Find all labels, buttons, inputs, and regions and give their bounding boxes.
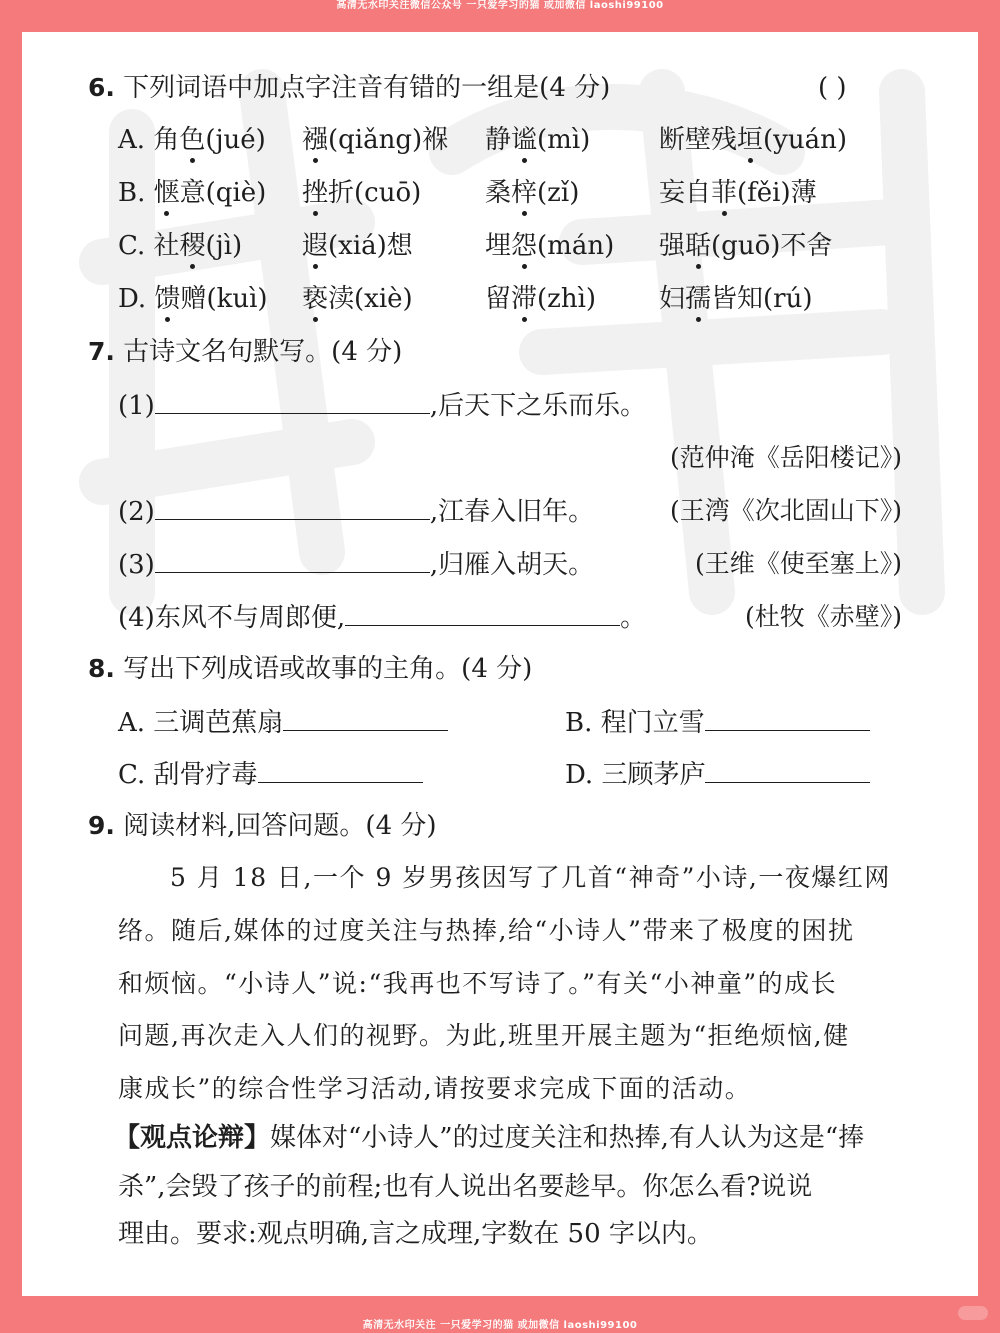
q6-c-word3: 埋怨(mán) [485,228,614,264]
q6-a-word1: 角色(jué) [153,125,266,155]
q7-number: 7. [88,337,115,366]
q6-a-word2: 襁(qiǎng)褓 [302,122,448,158]
q7-item-2: (2) ,江春入旧年。 [118,493,594,530]
q9-task-line-3: 理由。要求:观点明确,言之成理,字数在 50 字以内。 [118,1219,713,1249]
q8-blank-a[interactable] [283,704,448,731]
q9-material-line-3: 和烦恼。“小诗人”说:“我再也不写诗了。”有关“小神童”的成长 [118,969,838,998]
q8-blank-d[interactable] [705,756,870,783]
q6-b-word3: 桑梓(zǐ) [485,175,579,211]
q6-option-d[interactable]: D. 馈赠(kuì) [118,281,268,317]
q6-c-word4: 强聒(guō)不舍 [659,228,832,264]
bottom-watermark-banner: 高清无水印关注 一只爱学习的猫 或加微信 laoshi99100 [362,1320,638,1331]
q6-option-b[interactable]: B. 惬意(qiè) [118,175,266,211]
q9-task-line-2: 杀”,会毁了孩子的前程;也有人说出名要趁早。你怎么看?说说 [118,1172,813,1202]
q8-item-a: A. 三调芭蕉扇 [118,704,448,741]
q7-title: 古诗文名句默写。(4 分) [123,337,403,367]
worksheet-page [22,32,978,1296]
q7-source-1: (范仲淹《岳阳楼记》) [669,443,902,472]
q6-b-word4: 妄自菲(fěi)薄 [659,175,817,211]
q6-d-word2: 亵渎(xiè) [302,281,413,317]
q9-heading [88,808,437,844]
q6-c-word2: 遐(xiá)想 [302,228,413,264]
q8-item-c: C. 刮骨疗毒 [118,756,423,793]
q6-option-a[interactable]: A. 角色(jué) [118,122,266,158]
q8-blank-c[interactable] [258,756,423,783]
q6-answer-parentheses[interactable]: ( ) [818,73,847,103]
corner-badge-icon [958,1306,988,1320]
q6-a-word3: 静谧(mì) [485,122,590,158]
q6-heading [88,70,610,106]
q7-item-1: (1) ,后天下之乐而乐。 [118,387,646,424]
q9-material-line-2: 络。随后,媒体的过度关注与热捧,给“小诗人”带来了极度的困扰 [118,916,855,945]
q6-c-word1: 社稷(jì) [154,231,243,261]
q6-d-word4: 妇孺皆知(rú) [659,281,813,317]
q9-title: 阅读材料,回答问题。(4 分) [123,811,437,841]
q7-source-3: (王维《使至塞上》) [694,549,902,578]
q8-heading [88,651,532,687]
q7-item-3: (3) ,归雁入胡天。 [118,546,594,583]
q9-material-line-5: 康成长”的综合性学习活动,请按要求完成下面的活动。 [118,1074,752,1103]
q8-item-d: D. 三顾茅庐 [565,756,870,793]
q8-blank-b[interactable] [705,704,870,731]
q7-blank-4[interactable] [345,599,620,626]
q8-number: 8. [88,654,115,683]
q6-b-word1: 惬意(qiè) [154,178,267,208]
q7-item-4: (4)东风不与周郎便, 。 [118,599,646,636]
q9-number: 9. [88,811,115,840]
q7-heading [88,334,402,370]
q6-title: 下列词语中加点字注音有错的一组是(4 分) [123,73,611,103]
q9-task-label: 【观点论辩】 [114,1123,271,1153]
q6-number: 6. [88,73,115,102]
q8-title: 写出下列成语或故事的主角。(4 分) [123,654,533,684]
q6-d-word3: 留滞(zhì) [485,281,596,317]
q6-option-c[interactable]: C. 社稷(jì) [118,228,242,264]
q6-a-word4: 断壁残垣(yuán) [659,122,847,158]
q6-b-word2: 挫折(cuō) [302,175,421,211]
q7-blank-3[interactable] [155,546,430,573]
top-watermark-banner: 高清无水印关注微信公众号 一只爱学习的猫 或加微信 laoshi99100 [336,0,664,11]
q6-d-word1: 馈赠(kuì) [154,284,267,314]
q9-task-line-1: 【观点论辩】媒体对“小诗人”的过度关注和热捧,有人认为这是“捧 [114,1123,865,1153]
q7-blank-2[interactable] [155,493,430,520]
q9-material-line-4: 问题,再次走入人们的视野。为此,班里开展主题为“拒绝烦恼,健 [118,1021,850,1050]
q7-source-2: (王湾《次北固山下》) [669,496,902,525]
q7-source-4: (杜牧《赤壁》) [744,602,902,631]
q8-item-b: B. 程门立雪 [565,704,870,741]
q7-blank-1[interactable] [155,387,430,414]
q9-material-line-1: 5 月 18 日,一个 9 岁男孩因写了几首“神奇”小诗,一夜爆红网 [170,863,891,892]
